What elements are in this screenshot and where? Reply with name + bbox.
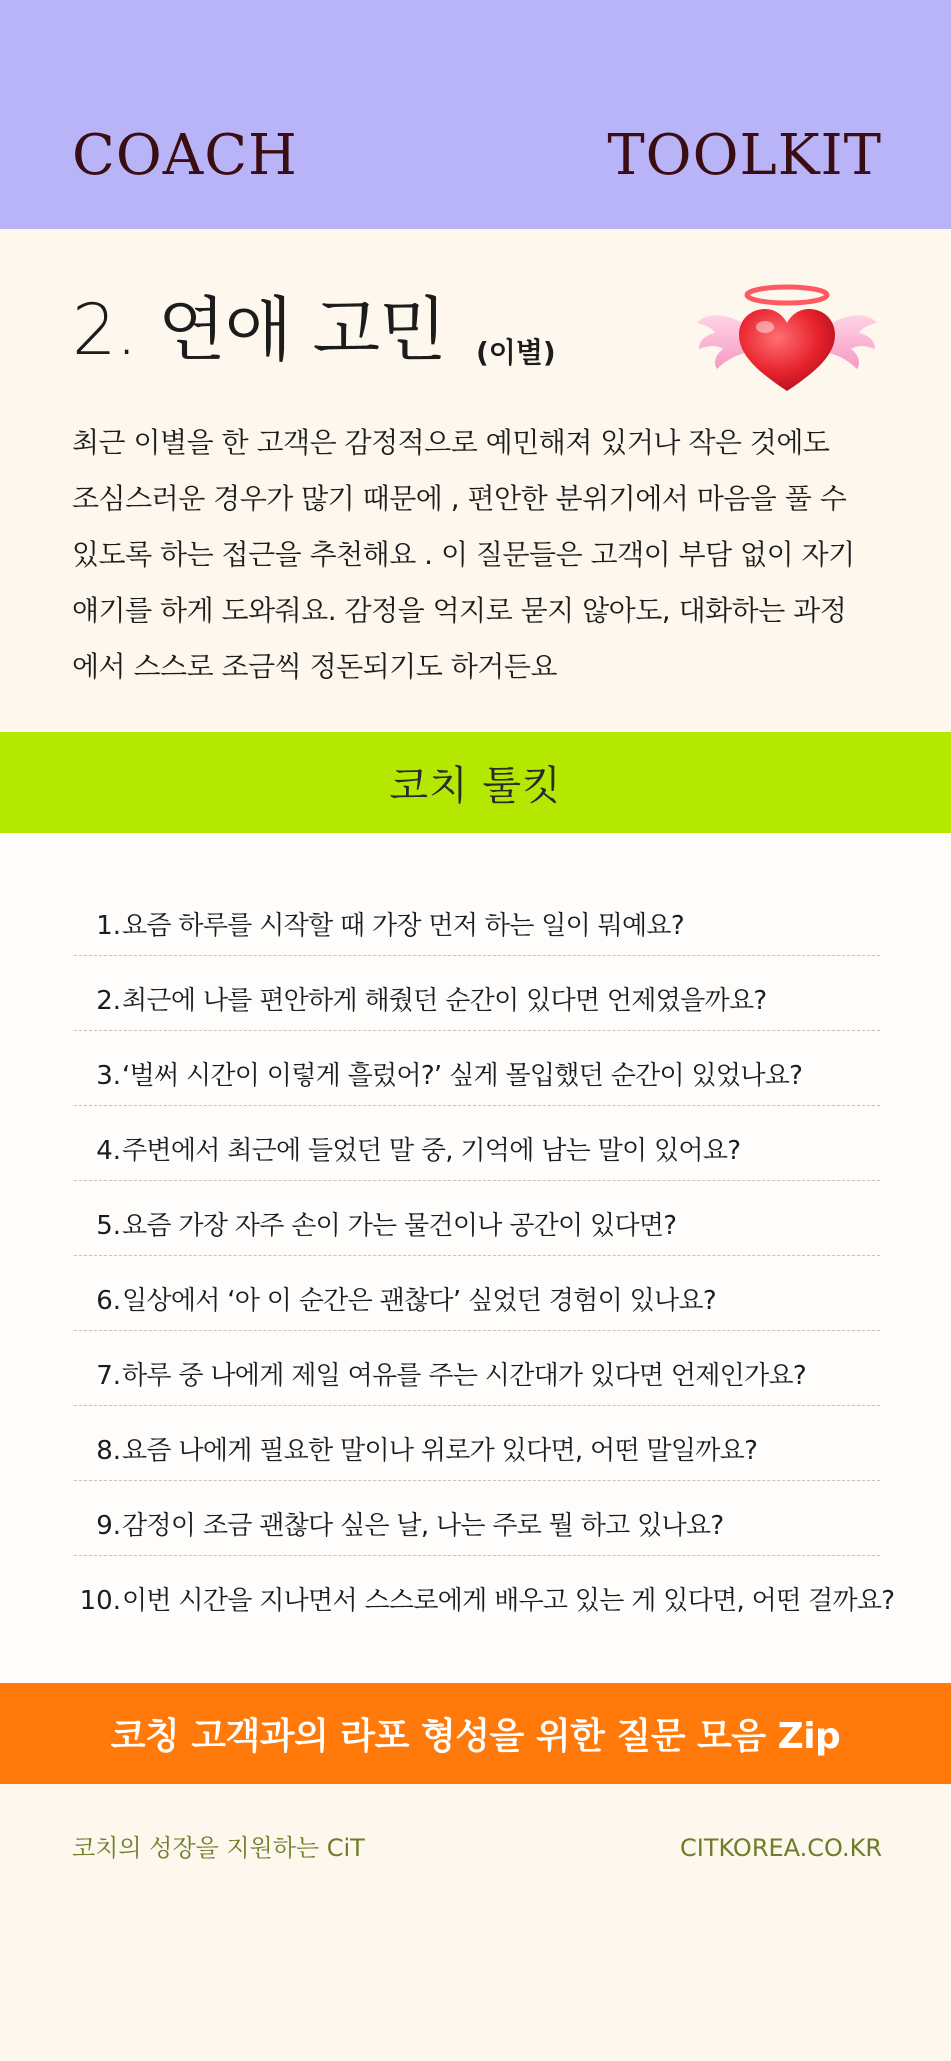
list-item	[74, 957, 880, 1031]
question-number: 4.	[96, 1136, 121, 1166]
list-item	[74, 1407, 880, 1481]
question-text: 이번 시간을 지나면서 스스로에게 배우고 있는 게 있다면, 어떤 걸까요?	[122, 1586, 895, 1616]
list-item	[74, 1257, 880, 1331]
cta-banner-label: 코칭 고객과의 라포 형성을 위한 질문 모음 Zip	[110, 1716, 841, 1757]
question-number: 5.	[96, 1211, 121, 1241]
question-number: 3.	[96, 1061, 121, 1091]
list-item	[74, 882, 880, 956]
question-text: 감정이 조금 괜찮다 싶은 날, 나는 주로 뭘 하고 있나요?	[122, 1511, 724, 1541]
footer-tagline: 코치의 성장을 지원하는 CiT	[72, 1834, 365, 1862]
question-text: 요즘 나에게 필요한 말이나 위로가 있다면, 어떤 말일까요?	[122, 1436, 758, 1466]
page-subtitle: (이별)	[476, 336, 556, 369]
intro-line: 에서 스스로 조금씩 정돈되기도 하거든요	[72, 650, 557, 683]
section-header	[0, 732, 951, 833]
question-text: ‘벌써 시간이 이렇게 흘렀어?’ 싶게 몰입했던 순간이 있었나요?	[122, 1061, 803, 1091]
question-number: 1.	[96, 911, 121, 941]
question-list	[74, 882, 895, 1631]
cta-banner	[0, 1683, 951, 1784]
question-number: 6.	[96, 1286, 121, 1316]
intro-line: 있도록 하는 접근을 추천해요 . 이 질문들은 고객이 부담 없이 자기	[72, 538, 855, 571]
list-item	[74, 1107, 880, 1181]
question-text: 주변에서 최근에 들었던 말 중, 기억에 남는 말이 있어요?	[122, 1136, 741, 1166]
question-number: 9.	[96, 1511, 121, 1541]
question-text: 일상에서 ‘아 이 순간은 괜찮다’ 싶었던 경험이 있나요?	[122, 1286, 716, 1316]
page-title: 2. 연애 고민	[72, 289, 446, 371]
brand-coach: COACH	[72, 123, 298, 188]
list-item	[74, 1557, 895, 1631]
question-number: 7.	[96, 1361, 121, 1391]
footer-website-link[interactable]: CITKOREA.CO.KR	[680, 1834, 882, 1862]
winged-heart-icon	[693, 283, 881, 395]
intro-line: 얘기를 하게 도와줘요. 감정을 억지로 묻지 않아도, 대화하는 과정	[72, 594, 847, 627]
list-item	[74, 1482, 880, 1556]
header-banner	[0, 0, 951, 229]
question-number: 2.	[96, 986, 121, 1016]
question-number: 10.	[79, 1586, 121, 1616]
intro-line: 최근 이별을 한 고객은 감정적으로 예민해져 있거나 작은 것에도	[72, 426, 830, 459]
section-title: 코치 툴킷	[389, 763, 562, 809]
intro-line: 조심스러운 경우가 많기 때문에 , 편안한 분위기에서 마음을 풀 수	[72, 482, 847, 515]
question-text: 최근에 나를 편안하게 해줬던 순간이 있다면 언제였을까요?	[122, 986, 767, 1016]
list-item	[74, 1332, 880, 1406]
list-item	[74, 1032, 880, 1106]
question-text: 하루 중 나에게 제일 여유를 주는 시간대가 있다면 언제인가요?	[122, 1361, 807, 1391]
question-text: 요즘 가장 자주 손이 가는 물건이나 공간이 있다면?	[122, 1211, 677, 1241]
brand-toolkit: TOOLKIT	[607, 123, 882, 188]
question-number: 8.	[96, 1436, 121, 1466]
intro-paragraph	[72, 415, 892, 695]
question-text: 요즘 하루를 시작할 때 가장 먼저 하는 일이 뭐예요?	[122, 911, 684, 941]
list-item	[74, 1182, 880, 1256]
